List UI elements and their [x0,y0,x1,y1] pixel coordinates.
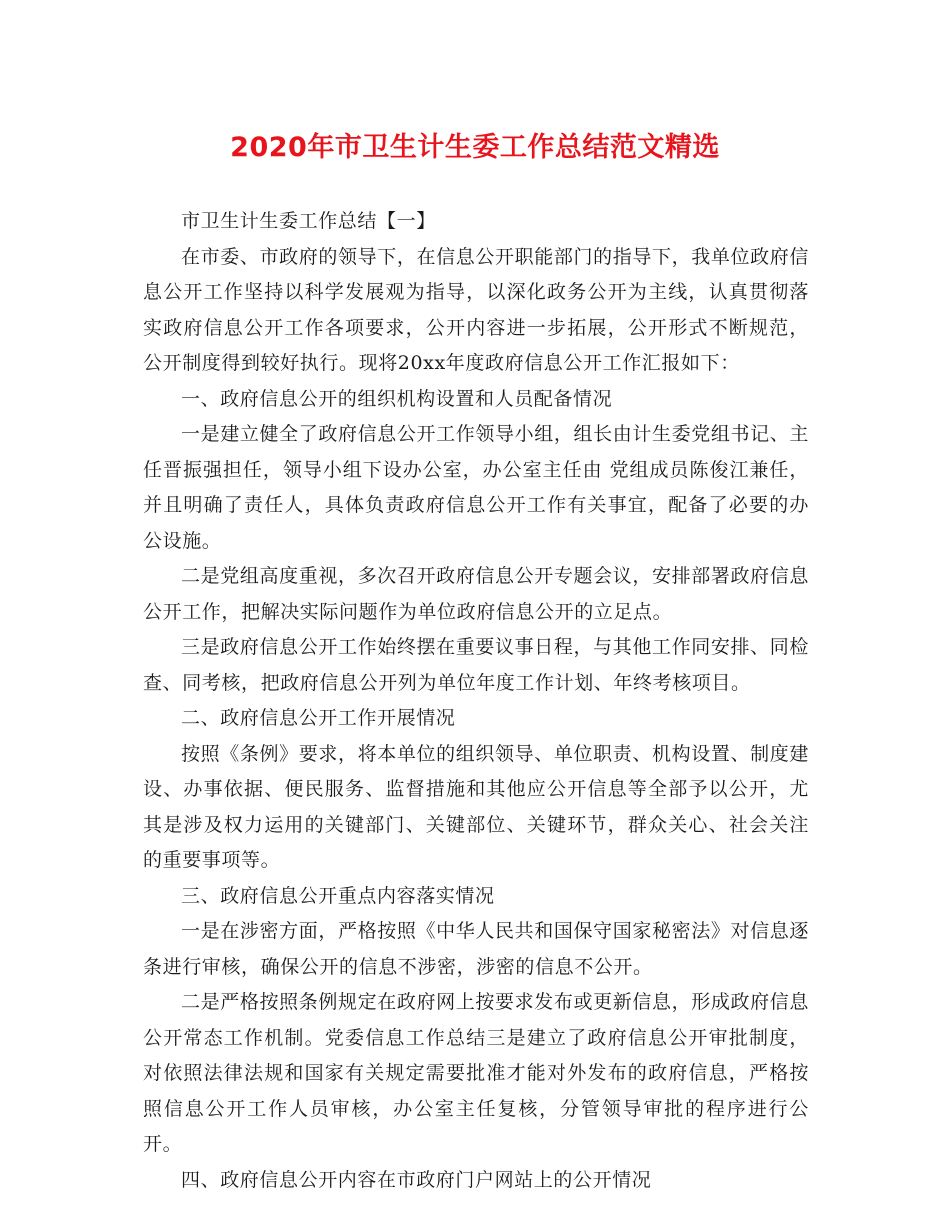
paragraph: 在市委、市政府的领导下，在信息公开职能部门的指导下，我单位政府信息公开工作坚持以科学发展观为指导，以深化政务公开为主线，认真贯彻落实政府信息公开工作各项要求，公开内容进一步拓展，公开形式不断规范，公开制度得到较好执行。现将20xx年度政府信息公开工作汇报如下： [143,245,809,374]
paragraph: 三是政府信息公开工作始终摆在重要议事日程，与其他工作同安排、同检查、同考核，把政府信息公开列为单位年度工作计划、年终考核项目。 [143,636,809,694]
section-heading: 一、政府信息公开的组织机构设置和人员配备情况 [181,387,613,410]
document-title: 2020年市卫生计生委工作总结范文精选 [230,132,720,163]
paragraph: 二是党组高度重视，多次召开政府信息公开专题会议，安排部署政府信息公开工作，把解决实际问题作为单位政府信息公开的立足点。 [143,565,809,623]
paragraph: 一是建立健全了政府信息公开工作领导小组，组长由计生委党组书记、主任晋振强担任，领导小组下设办公室，办公室主任由 党组成员陈俊江兼任，并且明确了责任人，具体负责政府信息公开工作有关事宜，配备了必要的办公设施。 [143,423,809,552]
document-body [143,204,809,1198]
paragraph: 一是在涉密方面，严格按照《中华人民共和国保守国家秘密法》对信息逐条进行审核，确保公开的信息不涉密，涉密的信息不公开。 [143,920,809,978]
section-heading: 二、政府信息公开工作开展情况 [181,707,456,729]
section-heading: 三、政府信息公开重点内容落实情况 [181,884,495,907]
section-heading: 市卫生计生委工作总结【一】 [181,210,436,232]
section-heading: 四、政府信息公开内容在市政府门户网站上的公开情况 [181,1168,652,1191]
paragraph: 按照《条例》要求，将本单位的组织领导、单位职责、机构设置、制度建设、办事依据、便民服务、监督措施和其他应公开信息等全部予以公开，尤其是涉及权力运用的关键部门、关键部位、关键环节，群众关心、社会关注的重要事项等。 [143,742,809,871]
paragraph: 二是严格按照条例规定在政府网上按要求发布或更新信息，形成政府信息公开常态工作机制。党委信息工作总结三是建立了政府信息公开审批制度，对依照法律法规和国家有关规定需要批准才能对外发布的政府信息，严格按照信息公开工作人员审核，办公室主任复核，分管领导审批的程序进行公开。 [143,991,809,1155]
